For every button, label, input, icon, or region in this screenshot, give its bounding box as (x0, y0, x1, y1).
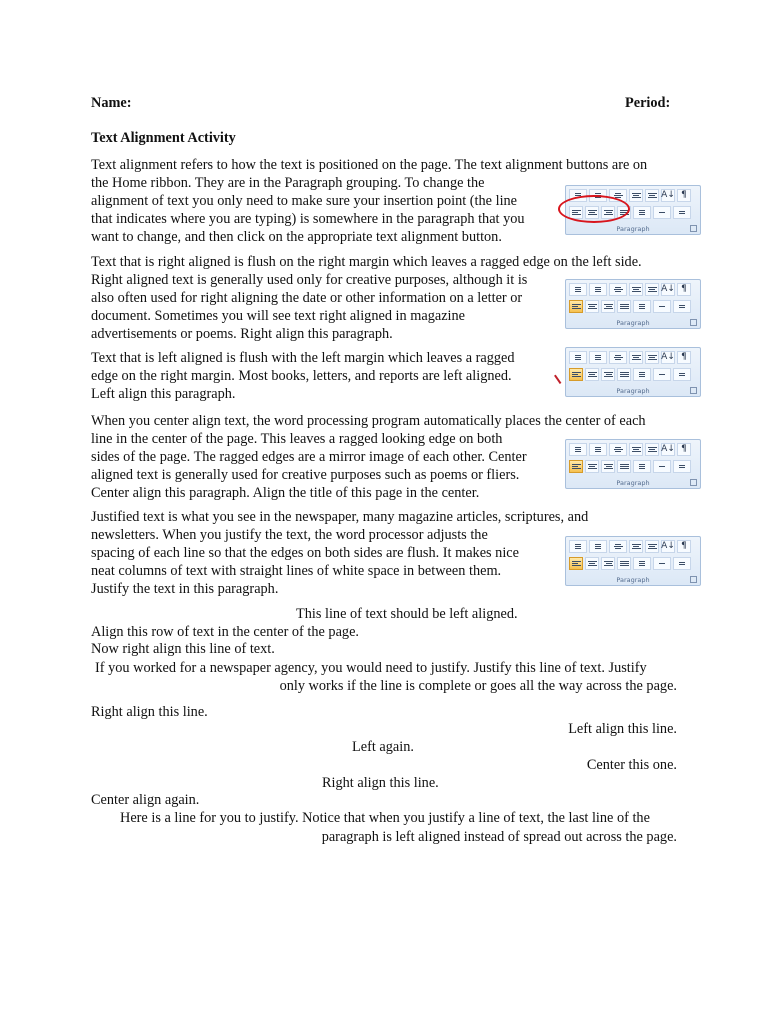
justify-icon (617, 300, 631, 313)
align-left-icon (569, 368, 583, 381)
numbering-icon (589, 283, 607, 296)
show-marks-icon: ¶ (677, 189, 691, 202)
text-line: edge on the right margin. Most books, letters, and reports are left aligned. (91, 368, 512, 384)
exercise-line: If you worked for a newspaper agency, you would need to justify. Justify this line of text. Justify (95, 660, 647, 676)
exercise-line: This line of text should be left aligned. (296, 606, 518, 622)
align-right-icon (601, 557, 615, 570)
align-right-icon (601, 368, 615, 381)
show-marks-icon: ¶ (677, 443, 691, 456)
decrease-indent-icon (629, 351, 643, 364)
borders-icon (673, 206, 691, 219)
document-title: Text Alignment Activity (91, 130, 236, 146)
borders-icon (673, 460, 691, 473)
paragraph-left-aligned (91, 349, 515, 403)
exercise-line: Left again. (352, 739, 414, 755)
align-center-icon (585, 368, 599, 381)
text-line: Justified text is what you see in the newspaper, many magazine articles, scriptures, and (91, 509, 589, 525)
exercise-line: Right align this line. (91, 704, 208, 720)
increase-indent-icon (645, 283, 659, 296)
justify-icon (617, 460, 631, 473)
shading-icon (653, 206, 671, 219)
red-circle-annotation (558, 195, 630, 223)
align-left-icon (569, 460, 583, 473)
exercise-line: Right align this line. (322, 775, 439, 791)
shading-icon (653, 300, 671, 313)
text-line: spacing of each line so that the edges on both sides are flush. It makes nice (91, 545, 519, 561)
dialog-launcher-icon (690, 225, 697, 232)
sort-icon: A↓ (661, 444, 675, 454)
text-line: Text alignment refers to how the text is positioned on the page. The text alignment buttons are on (91, 157, 648, 173)
exercise-line: Here is a line for you to justify. Notice that when you justify a line of text, the last line of the (120, 810, 650, 826)
text-line: want to change, and then click on the appropriate text alignment button. (91, 229, 502, 245)
increase-indent-icon (645, 351, 659, 364)
ribbon-group-label: Paragraph (616, 225, 650, 233)
exercise-line: Center this one. (586, 757, 677, 773)
align-right-icon (601, 460, 615, 473)
justify-icon (617, 557, 631, 570)
sort-icon: A↓ (661, 541, 675, 551)
text-line: newsletters. When you justify the text, the word processor adjusts the (91, 527, 488, 543)
dialog-launcher-icon (690, 576, 697, 583)
numbering-icon (589, 443, 607, 456)
bullets-icon (569, 443, 587, 456)
shading-icon (653, 368, 671, 381)
align-center-icon (585, 557, 599, 570)
line-spacing-icon (633, 460, 651, 473)
text-line: aligned text is generally used for creative purposes such as poems or fliers. (91, 467, 520, 483)
text-line: Left align this paragraph. (91, 386, 236, 402)
exercise-line: Now right align this line of text. (91, 641, 275, 657)
paragraph-ribbon-screenshot (565, 439, 701, 489)
show-marks-icon: ¶ (677, 283, 691, 296)
ribbon-group-label: Paragraph (616, 479, 650, 487)
text-line: alignment of text you only need to make sure your insertion point (the line (91, 193, 518, 209)
ribbon-group-label: Paragraph (616, 576, 650, 584)
paragraph-ribbon-screenshot (565, 279, 701, 329)
text-line: Right aligned text is generally used only for creative purposes, although it is (91, 272, 528, 288)
multilevel-list-icon (609, 351, 627, 364)
increase-indent-icon (645, 189, 659, 202)
borders-icon (673, 557, 691, 570)
dialog-launcher-icon (690, 319, 697, 326)
decrease-indent-icon (629, 443, 643, 456)
borders-icon (673, 368, 691, 381)
decrease-indent-icon (629, 189, 643, 202)
paragraph-ribbon-screenshot (565, 536, 701, 586)
text-line: line in the center of the page. This leaves a ragged looking edge on both (91, 431, 503, 447)
shading-icon (653, 557, 671, 570)
text-line: sides of the page. The ragged edges are a mirror image of each other. Center (91, 449, 527, 465)
multilevel-list-icon (609, 540, 627, 553)
bullets-icon (569, 283, 587, 296)
name-label: Name: (91, 95, 132, 111)
paragraph-justified (91, 508, 588, 598)
align-left-icon (569, 557, 583, 570)
decrease-indent-icon (629, 283, 643, 296)
borders-icon (673, 300, 691, 313)
text-line: advertisements or poems. Right align this paragraph. (91, 326, 393, 342)
exercise-line: Align this row of text in the center of the page. (91, 624, 359, 640)
increase-indent-icon (645, 443, 659, 456)
text-line: Text that is right aligned is flush on the right margin which leaves a ragged edge on the left side. (91, 254, 642, 270)
dialog-launcher-icon (690, 387, 697, 394)
line-spacing-icon (633, 368, 651, 381)
ribbon-group-label: Paragraph (616, 387, 650, 395)
numbering-icon (589, 351, 607, 364)
show-marks-icon: ¶ (677, 351, 691, 364)
align-center-icon (585, 460, 599, 473)
increase-indent-icon (645, 540, 659, 553)
dialog-launcher-icon (690, 479, 697, 486)
exercise-line: Left align this line. (568, 721, 677, 737)
line-spacing-icon (633, 300, 651, 313)
text-line: neat columns of text with straight lines of white space in between them. (91, 563, 502, 579)
align-right-icon (601, 300, 615, 313)
paragraph-right-aligned (91, 253, 642, 343)
justify-icon (617, 368, 631, 381)
show-marks-icon: ¶ (677, 540, 691, 553)
multilevel-list-icon (609, 283, 627, 296)
text-line: that indicates where you are typing) is somewhere in the paragraph that you (91, 211, 525, 227)
numbering-icon (589, 540, 607, 553)
shading-icon (653, 460, 671, 473)
text-line: Justify the text in this paragraph. (91, 581, 279, 597)
line-spacing-icon (633, 206, 651, 219)
text-line: When you center align text, the word processing program automatically places the center of each (91, 413, 646, 429)
sort-icon: A↓ (661, 284, 675, 294)
text-line: the Home ribbon. They are in the Paragraph grouping. To change the (91, 175, 485, 191)
exercise-line: Center align again. (91, 792, 200, 808)
line-spacing-icon (633, 557, 651, 570)
sort-icon: A↓ (661, 352, 675, 362)
sort-icon: A↓ (661, 190, 675, 200)
exercise-line: only works if the line is complete or goes all the way across the page. (279, 678, 677, 694)
text-line: also often used for right aligning the date or other information on a letter or (91, 290, 523, 306)
bullets-icon (569, 540, 587, 553)
text-line: Text that is left aligned is flush with the left margin which leaves a ragged (91, 350, 515, 366)
multilevel-list-icon (609, 443, 627, 456)
exercise-line: paragraph is left aligned instead of spread out across the page. (321, 829, 677, 845)
paragraph-ribbon-screenshot (565, 347, 701, 397)
ribbon-group-label: Paragraph (616, 319, 650, 327)
paragraph-center-aligned (91, 412, 646, 502)
bullets-icon (569, 351, 587, 364)
text-line: document. Sometimes you will see text right aligned in magazine (91, 308, 466, 324)
align-center-icon (585, 300, 599, 313)
align-left-icon (569, 300, 583, 313)
period-label: Period: (625, 95, 671, 111)
decrease-indent-icon (629, 540, 643, 553)
text-line: Center align this paragraph. Align the title of this page in the center. (91, 485, 480, 501)
